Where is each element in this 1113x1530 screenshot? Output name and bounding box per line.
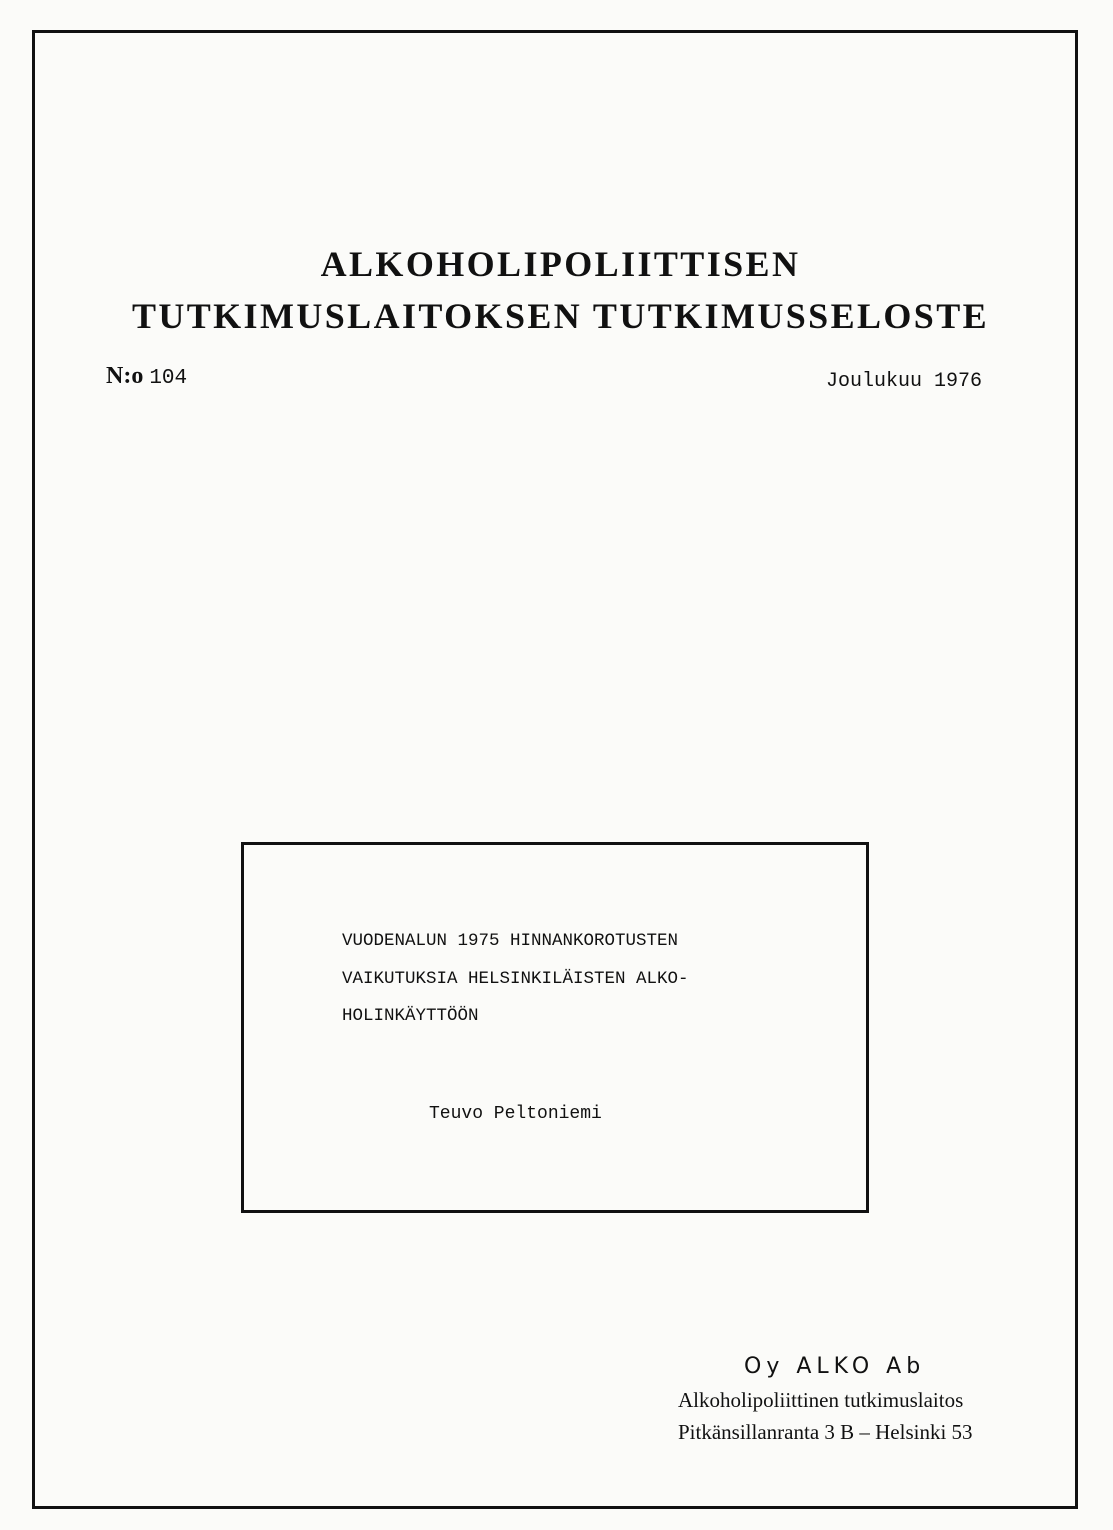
issue-number <box>106 364 187 389</box>
report-title-line-3: HOLINKÄYTTÖÖN <box>342 1006 479 1026</box>
publisher-address: Pitkänsillanranta 3 B – Helsinki 53 <box>678 1420 973 1444</box>
issue-number-value: 104 <box>149 367 188 390</box>
series-title-line-1: ALKOHOLIPOLIITTISEN <box>320 244 801 284</box>
report-title-line-1: VUODENALUN 1975 HINNANKOROTUSTEN <box>342 931 679 951</box>
issue-date: Joulukuu 1976 <box>826 370 983 393</box>
report-title-box <box>241 842 869 1213</box>
issue-prefix: N:o <box>106 363 144 389</box>
report-title-line-2: VAIKUTUKSIA HELSINKILÄISTEN ALKO- <box>342 969 689 989</box>
publisher-name: Oy ALKO Ab <box>744 1354 926 1379</box>
publisher-institute: Alkoholipoliittinen tutkimuslaitos <box>678 1388 964 1412</box>
report-author: Teuvo Peltoniemi <box>429 1104 602 1124</box>
series-title-line-2: TUTKIMUSLAITOKSEN TUTKIMUSSELOSTE <box>131 296 990 336</box>
